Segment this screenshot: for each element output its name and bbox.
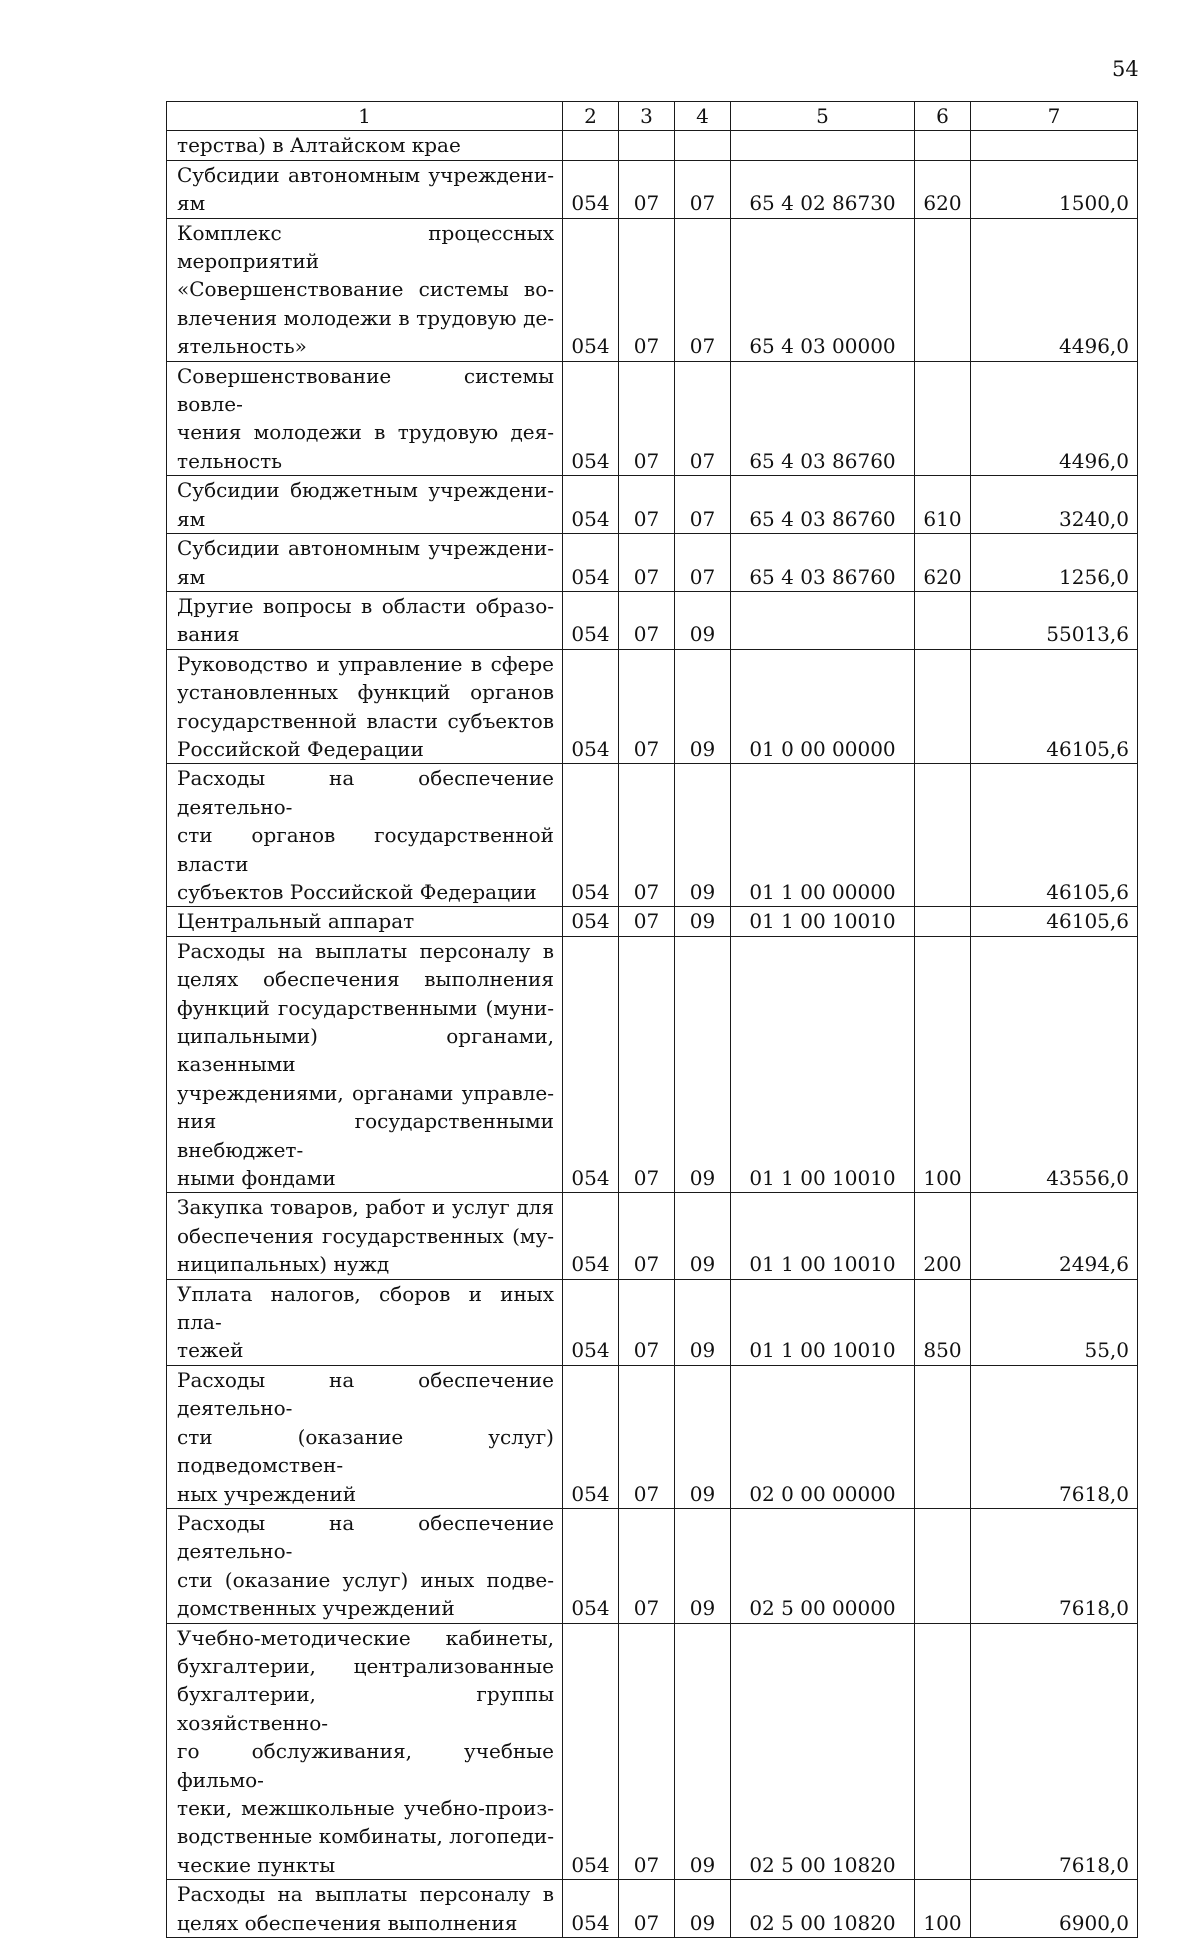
cell-name-line: целях обеспечения выполнения: [177, 1910, 518, 1935]
table-row: [167, 160, 1138, 218]
cell-rz: 07: [619, 1279, 675, 1365]
cell-csr: [731, 591, 915, 649]
cell-ved: 054: [563, 361, 619, 476]
cell-name-line: ческие пункты: [177, 1852, 336, 1877]
table-row: [167, 476, 1138, 534]
cell-sum: 2494,6: [971, 1193, 1138, 1279]
cell-name-line: «Совершенствование системы во-: [177, 277, 554, 302]
table-row: [167, 764, 1138, 907]
cell-rz: 07: [619, 476, 675, 534]
cell-csr: 65 4 03 86760: [731, 476, 915, 534]
col-header-ved: 2: [563, 102, 619, 131]
cell-name-line: Субсидии автономным учреждени-: [177, 536, 554, 561]
cell-csr: 01 1 00 10010: [731, 1279, 915, 1365]
cell-name-line: Другие вопросы в области образо-: [177, 593, 554, 618]
cell-ved: 054: [563, 1365, 619, 1508]
cell-name-line: установленных функций органов: [177, 680, 554, 705]
cell-sum: 1256,0: [971, 534, 1138, 592]
cell-name: [167, 907, 563, 936]
cell-ved: 054: [563, 907, 619, 936]
cell-name-line: Уплата налогов, сборов и иных пла-: [177, 1281, 554, 1335]
cell-vr: [915, 1365, 971, 1508]
cell-rz: 07: [619, 218, 675, 361]
cell-name-line: Расходы на обеспечение деятельно-: [177, 1367, 554, 1421]
cell-sum: 55,0: [971, 1279, 1138, 1365]
cell-vr: [915, 131, 971, 160]
cell-name-line: водственные комбинаты, логопеди-: [177, 1824, 555, 1849]
cell-vr: 620: [915, 160, 971, 218]
cell-name-line: учреждениями, органами управле-: [177, 1080, 554, 1105]
cell-name-line: Расходы на выплаты персоналу в: [177, 938, 554, 963]
table-row: [167, 936, 1138, 1193]
cell-name: [167, 936, 563, 1193]
cell-name-line: бухгалтерии, группы хозяйственно-: [177, 1682, 554, 1735]
cell-name-line: ям: [177, 506, 206, 531]
cell-rz: 07: [619, 361, 675, 476]
cell-rz: 07: [619, 1365, 675, 1508]
cell-name-line: целях обеспечения выполнения: [177, 967, 554, 992]
cell-rz: 07: [619, 764, 675, 907]
table-row: [167, 361, 1138, 476]
cell-vr: 100: [915, 936, 971, 1193]
cell-name-line: Субсидии автономным учреждени-: [177, 162, 554, 187]
cell-name-line: ными фондами: [177, 1166, 336, 1191]
table-row: [167, 534, 1138, 592]
cell-ved: 054: [563, 1279, 619, 1365]
cell-pr: 09: [675, 1193, 731, 1279]
table-row: [167, 1508, 1138, 1623]
cell-name-line: сти (оказание услуг) иных подве-: [177, 1567, 554, 1592]
cell-name-line: Совершенствование системы вовле-: [177, 363, 554, 417]
cell-ved: 054: [563, 218, 619, 361]
cell-name-line: ям: [177, 564, 206, 589]
cell-name: [167, 1193, 563, 1279]
cell-name-line: Российской Федерации: [177, 736, 424, 761]
cell-name: [167, 218, 563, 361]
cell-vr: [915, 907, 971, 936]
cell-pr: 09: [675, 1880, 731, 1938]
cell-name-line: ципальными) органами, казенными: [177, 1024, 554, 1077]
cell-name-line: сти (оказание услуг) подведомствен-: [177, 1424, 554, 1478]
cell-name: [167, 1508, 563, 1623]
cell-vr: 100: [915, 1880, 971, 1938]
cell-csr: 02 5 00 00000: [731, 1508, 915, 1623]
cell-sum: 55013,6: [971, 591, 1138, 649]
cell-name: [167, 764, 563, 907]
cell-csr: 65 4 03 86760: [731, 361, 915, 476]
cell-csr: 01 1 00 00000: [731, 764, 915, 907]
cell-rz: [619, 131, 675, 160]
cell-name-line: обеспечения государственных (му-: [177, 1223, 554, 1248]
cell-vr: [915, 1623, 971, 1880]
cell-pr: 09: [675, 907, 731, 936]
cell-sum: 6900,0: [971, 1880, 1138, 1938]
cell-ved: 054: [563, 476, 619, 534]
cell-name-line: Учебно-методические кабинеты,: [177, 1625, 554, 1650]
cell-name: [167, 1279, 563, 1365]
header-row: [167, 102, 1138, 131]
cell-pr: 09: [675, 1279, 731, 1365]
cell-rz: 07: [619, 907, 675, 936]
table-row: [167, 649, 1138, 764]
cell-pr: 07: [675, 160, 731, 218]
cell-name: [167, 1623, 563, 1880]
table-row: [167, 1880, 1138, 1938]
cell-name: [167, 476, 563, 534]
cell-name-line: Руководство и управление в сфере: [177, 651, 554, 676]
cell-name-line: Расходы на обеспечение деятельно-: [177, 766, 554, 819]
table-row: [167, 131, 1138, 160]
cell-pr: 09: [675, 1365, 731, 1508]
cell-name-line: домственных учреждений: [177, 1596, 455, 1621]
cell-pr: 09: [675, 1508, 731, 1623]
col-header-pr: 4: [675, 102, 731, 131]
cell-ved: 054: [563, 1508, 619, 1623]
cell-sum: 43556,0: [971, 936, 1138, 1193]
cell-sum: 4496,0: [971, 361, 1138, 476]
table-row: [167, 1279, 1138, 1365]
cell-rz: 07: [619, 591, 675, 649]
cell-name-line: Расходы на обеспечение деятельно-: [177, 1510, 554, 1564]
cell-pr: 09: [675, 591, 731, 649]
cell-ved: 054: [563, 1623, 619, 1880]
cell-name-line: ния государственными внебюджет-: [177, 1109, 554, 1162]
cell-name: [167, 160, 563, 218]
cell-name-line: Субсидии бюджетным учреждени-: [177, 478, 554, 503]
cell-name-line: ниципальных) нужд: [177, 1252, 390, 1277]
cell-ved: 054: [563, 1880, 619, 1938]
cell-name: [167, 1365, 563, 1508]
cell-pr: 07: [675, 534, 731, 592]
cell-vr: [915, 591, 971, 649]
cell-name-line: Закупка товаров, работ и услуг для: [177, 1195, 554, 1220]
cell-sum: 7618,0: [971, 1508, 1138, 1623]
cell-pr: 09: [675, 1623, 731, 1880]
cell-csr: 01 0 00 00000: [731, 649, 915, 764]
col-header-rz: 3: [619, 102, 675, 131]
cell-rz: 07: [619, 1508, 675, 1623]
cell-name-line: чения молодежи в трудовую дея-: [177, 420, 554, 445]
cell-ved: 054: [563, 591, 619, 649]
cell-pr: 09: [675, 764, 731, 907]
cell-sum: 46105,6: [971, 764, 1138, 907]
cell-name-line: функций государственными (муни-: [177, 995, 554, 1020]
cell-vr: [915, 361, 971, 476]
cell-name: [167, 534, 563, 592]
cell-sum: 46105,6: [971, 907, 1138, 936]
table-row: [167, 1193, 1138, 1279]
cell-pr: 09: [675, 936, 731, 1193]
cell-pr: 07: [675, 218, 731, 361]
col-header-csr: 5: [731, 102, 915, 131]
cell-rz: 07: [619, 649, 675, 764]
cell-name: [167, 361, 563, 476]
cell-ved: 054: [563, 936, 619, 1193]
cell-ved: 054: [563, 649, 619, 764]
cell-name-line: влечения молодежи в трудовую де-: [177, 305, 554, 330]
cell-name-line: тельность: [177, 448, 283, 473]
cell-sum: 7618,0: [971, 1623, 1138, 1880]
cell-sum: [971, 131, 1138, 160]
cell-csr: 02 5 00 10820: [731, 1880, 915, 1938]
cell-pr: 07: [675, 361, 731, 476]
table-row: [167, 1365, 1138, 1508]
cell-name-line: ных учреждений: [177, 1481, 357, 1506]
cell-vr: [915, 1508, 971, 1623]
cell-rz: 07: [619, 1623, 675, 1880]
cell-ved: 054: [563, 764, 619, 907]
cell-vr: 620: [915, 534, 971, 592]
cell-csr: 02 5 00 10820: [731, 1623, 915, 1880]
cell-ved: 054: [563, 1193, 619, 1279]
cell-rz: 07: [619, 1880, 675, 1938]
cell-ved: 054: [563, 160, 619, 218]
cell-name-line: государственной власти субъектов: [177, 708, 554, 733]
cell-name-line: Центральный аппарат: [177, 909, 415, 934]
cell-csr: [731, 131, 915, 160]
cell-name: [167, 1880, 563, 1938]
cell-name-line: бухгалтерии, централизованные: [177, 1653, 554, 1678]
cell-rz: 07: [619, 1193, 675, 1279]
cell-sum: 7618,0: [971, 1365, 1138, 1508]
cell-name-line: вания: [177, 622, 240, 647]
col-header-name: 1: [167, 102, 563, 131]
cell-pr: [675, 131, 731, 160]
table-row: [167, 591, 1138, 649]
cell-ved: [563, 131, 619, 160]
cell-vr: 610: [915, 476, 971, 534]
cell-csr: 01 1 00 10010: [731, 1193, 915, 1279]
cell-csr: 65 4 03 86760: [731, 534, 915, 592]
col-header-sum: 7: [971, 102, 1138, 131]
cell-csr: 65 4 02 86730: [731, 160, 915, 218]
cell-sum: 3240,0: [971, 476, 1138, 534]
cell-vr: [915, 764, 971, 907]
cell-csr: 01 1 00 10010: [731, 907, 915, 936]
cell-name-line: Комплекс процессных мероприятий: [177, 220, 554, 274]
cell-csr: 01 1 00 10010: [731, 936, 915, 1193]
cell-sum: 1500,0: [971, 160, 1138, 218]
cell-name: [167, 649, 563, 764]
cell-vr: [915, 218, 971, 361]
cell-csr: 65 4 03 00000: [731, 218, 915, 361]
cell-rz: 07: [619, 534, 675, 592]
cell-ved: 054: [563, 534, 619, 592]
cell-sum: 46105,6: [971, 649, 1138, 764]
table-row: [167, 1623, 1138, 1880]
table-body: [167, 131, 1138, 1938]
cell-csr: 02 0 00 00000: [731, 1365, 915, 1508]
cell-sum: 4496,0: [971, 218, 1138, 361]
cell-pr: 09: [675, 649, 731, 764]
col-header-vr: 6: [915, 102, 971, 131]
cell-name-line: сти органов государственной власти: [177, 823, 554, 876]
cell-vr: 850: [915, 1279, 971, 1365]
table-row: [167, 907, 1138, 936]
cell-name: [167, 591, 563, 649]
cell-rz: 07: [619, 160, 675, 218]
page-number: 54: [1112, 57, 1139, 81]
cell-name-line: ятельность»: [177, 334, 307, 359]
cell-name-line: терства) в Алтайском крае: [177, 133, 461, 158]
table-row: [167, 218, 1138, 361]
cell-name-line: Расходы на выплаты персоналу в: [177, 1882, 554, 1907]
cell-name-line: субъектов Российской Федерации: [177, 879, 537, 904]
cell-name-line: теки, межшкольные учебно-произ-: [177, 1795, 554, 1820]
cell-vr: 200: [915, 1193, 971, 1279]
budget-table: [166, 101, 1138, 1938]
cell-name-line: го обслуживания, учебные фильмо-: [177, 1739, 554, 1792]
cell-pr: 07: [675, 476, 731, 534]
cell-vr: [915, 649, 971, 764]
cell-name-line: тежей: [177, 1338, 244, 1363]
cell-name-line: ям: [177, 191, 206, 216]
cell-rz: 07: [619, 936, 675, 1193]
cell-name: [167, 131, 563, 160]
